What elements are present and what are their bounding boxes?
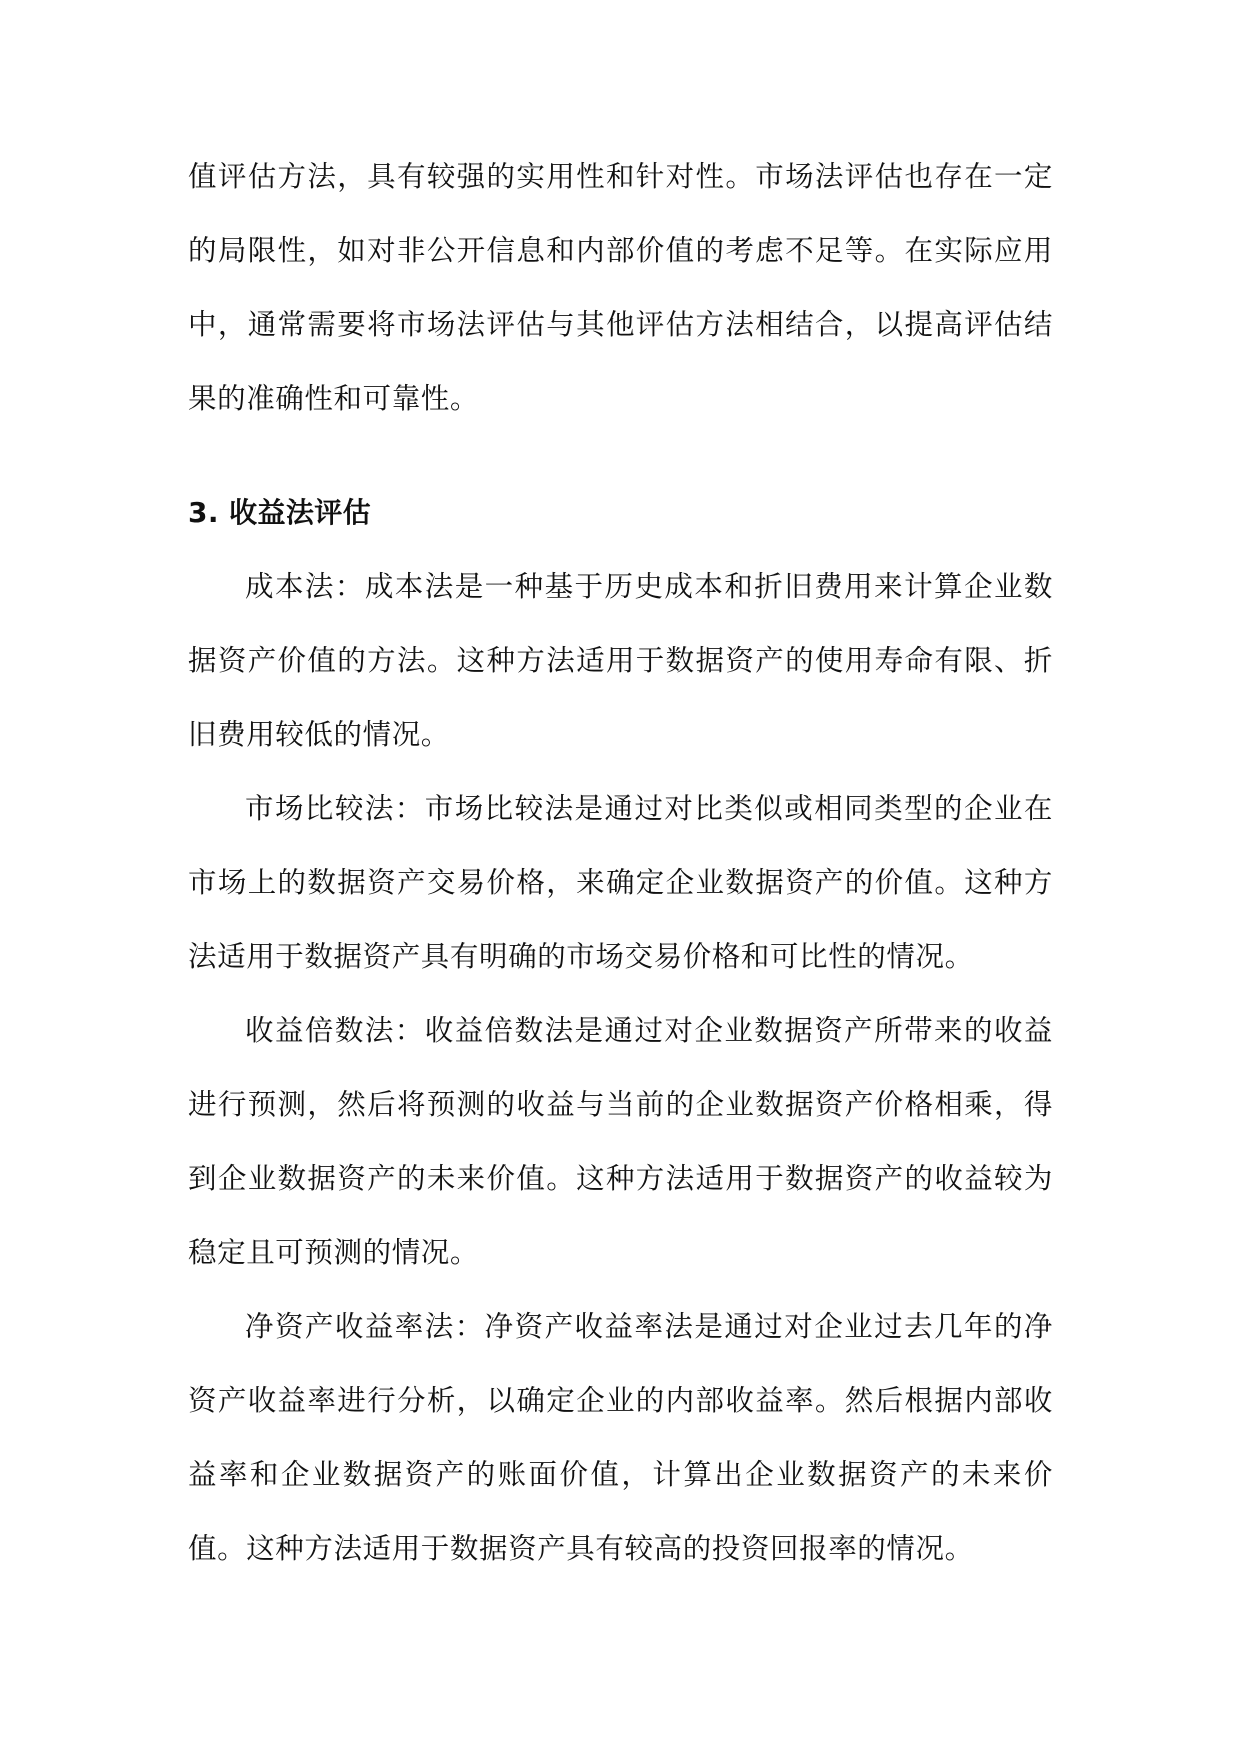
paragraph-cost-method: 成本法：成本法是一种基于历史成本和折旧费用来计算企业数据资产价值的方法。这种方法适用于数据资产的使用寿命有限、折旧费用较低的情况。: [188, 570, 1053, 751]
paragraph-roe-method: 净资产收益率法：净资产收益率法是通过对企业过去几年的净资产收益率进行分析，以确定企业的内部收益率。然后根据内部收益率和企业数据资产的账面价值，计算出企业数据资产的未来价值。这种方法适用于数据资产具有较高的投资回报率的情况。: [188, 1310, 1053, 1565]
paragraph-earnings-multiple: 收益倍数法：收益倍数法是通过对企业数据资产所带来的收益进行预测，然后将预测的收益与当前的企业数据资产价格相乘，得到企业数据资产的未来价值。这种方法适用于数据资产的收益较为稳定且可预测的情况。: [188, 1014, 1053, 1269]
document-body: [188, 140, 1053, 1586]
paragraph-market-comparison: 市场比较法：市场比较法是通过对比类似或相同类型的企业在市场上的数据资产交易价格，来确定企业数据资产的价值。这种方法适用于数据资产具有明确的市场交易价格和可比性的情况。: [188, 792, 1053, 973]
section-heading-income-approach: 3. 收益法评估: [188, 496, 372, 529]
spacer: [188, 436, 1053, 476]
paragraph-intro-continuation: 值评估方法，具有较强的实用性和针对性。市场法评估也存在一定的局限性，如对非公开信息和内部价值的考虑不足等。在实际应用中，通常需要将市场法评估与其他评估方法相结合，以提高评估结果的准确性和可靠性。: [188, 160, 1053, 415]
